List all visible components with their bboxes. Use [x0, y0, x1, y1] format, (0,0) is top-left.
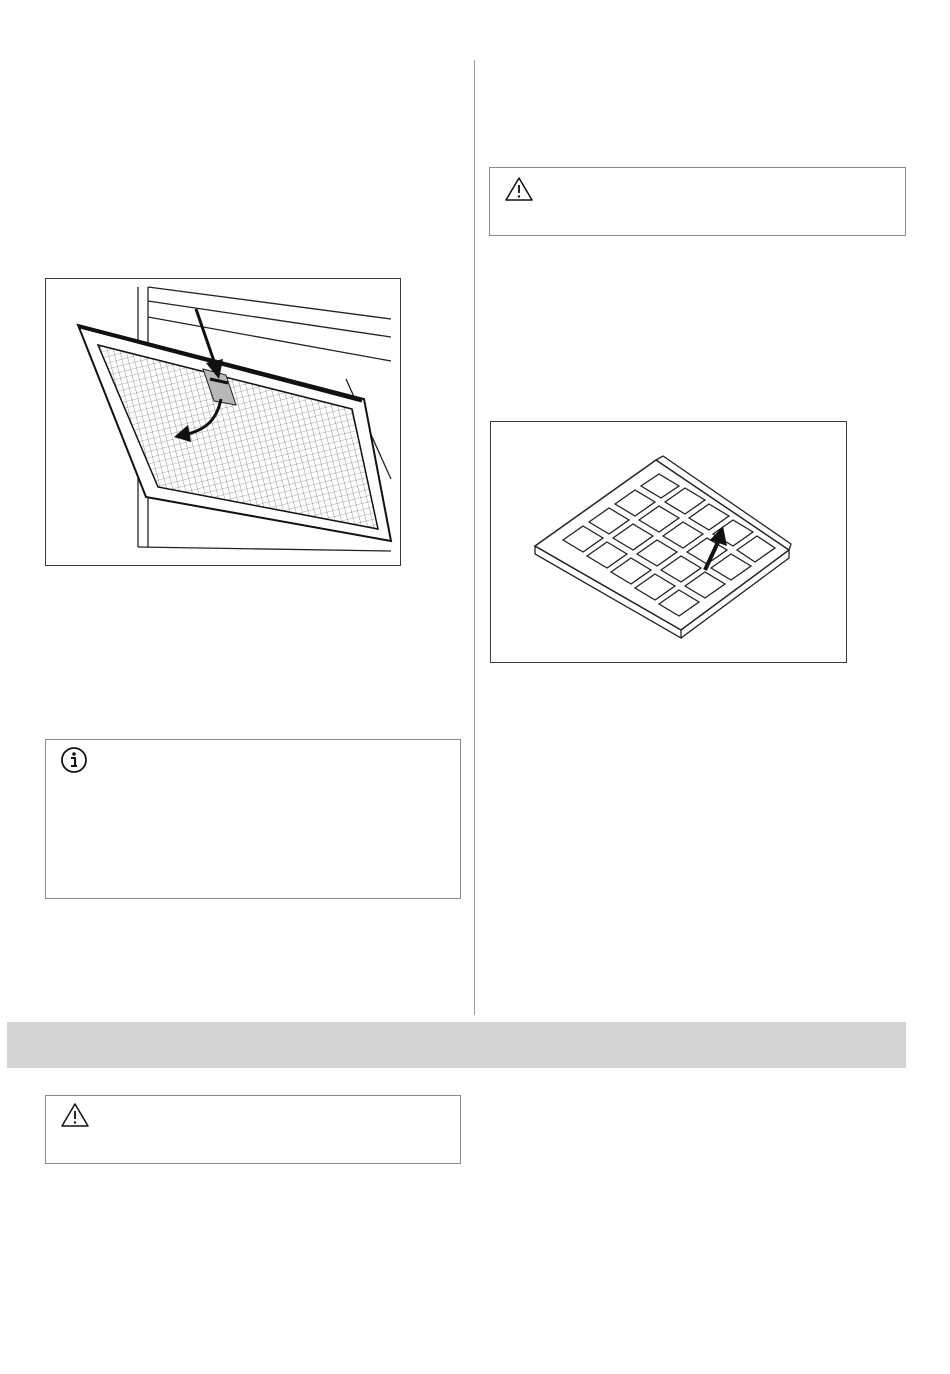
figure-grease-filter [45, 278, 401, 566]
section-header-band [7, 1022, 906, 1068]
warning-icon [504, 176, 534, 202]
column-divider [474, 60, 475, 1015]
warning-note-box-right [489, 167, 906, 236]
grease-filter-illustration [46, 279, 400, 565]
warning-icon [60, 1102, 90, 1128]
figure-carbon-filter [490, 421, 847, 663]
carbon-filter-illustration [491, 422, 846, 662]
info-note-box [45, 739, 461, 899]
warning-note-box-bottom [45, 1095, 461, 1164]
info-icon [60, 746, 88, 774]
